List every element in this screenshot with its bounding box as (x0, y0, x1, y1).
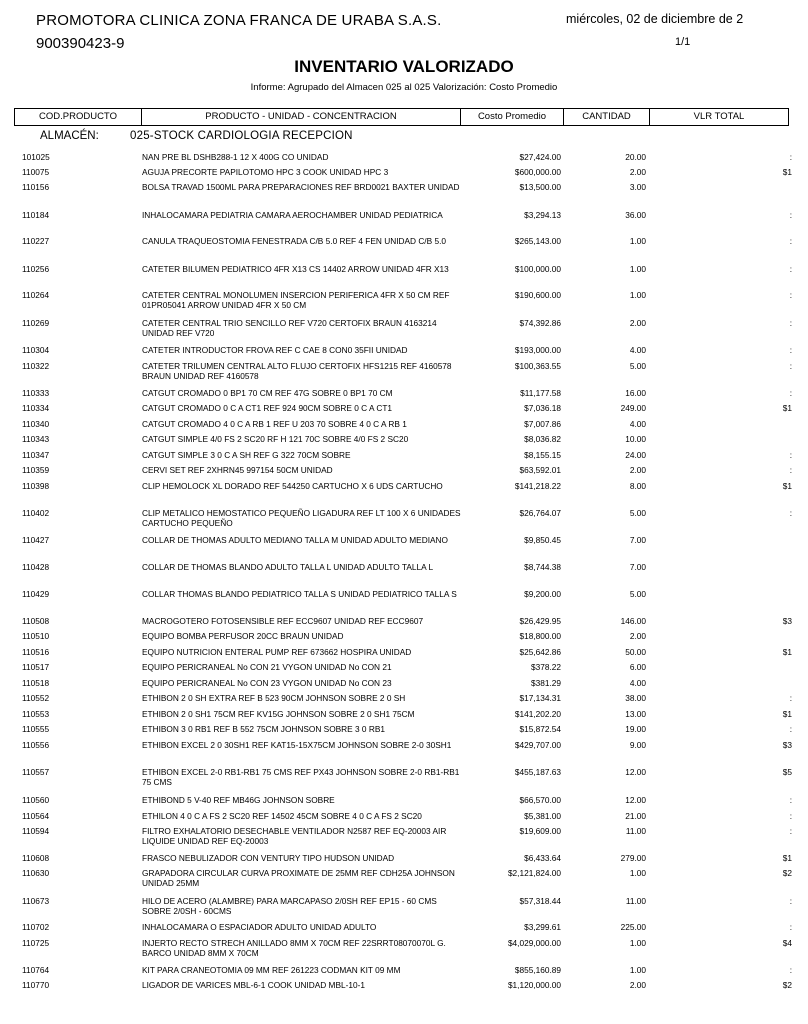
product-description: CATGUT SIMPLE 3 0 C A SH REF G 322 70CM SOBRE (142, 450, 351, 460)
average-cost: $13,500.00 (519, 182, 561, 192)
total-value: : (789, 826, 792, 836)
quantity: 249.00 (620, 403, 646, 413)
product-code: 110075 (22, 167, 50, 177)
product-code: 110340 (22, 419, 50, 429)
quantity: 8.00 (629, 481, 646, 491)
total-value: $2 (782, 980, 792, 990)
column-header-total: VLR TOTAL (649, 108, 789, 126)
product-description: INHALOCAMARA O ESPACIADOR ADULTO UNIDAD ADULTO (142, 922, 377, 932)
product-description: INHALOCAMARA PEDIATRIA CAMARA AEROCHAMBER UNIDAD PEDIATRICA (142, 210, 443, 220)
quantity: 1.00 (629, 965, 646, 975)
product-code: 110343 (22, 434, 50, 444)
quantity: 13.00 (625, 709, 646, 719)
product-description: EQUIPO PERICRANEAL No CON 23 VYGON UNIDAD No CON 23 (142, 678, 392, 688)
quantity: 1.00 (629, 290, 646, 300)
average-cost: $1,120,000.00 (507, 980, 561, 990)
average-cost: $455,187.63 (514, 767, 561, 777)
average-cost: $429,707.00 (514, 740, 561, 750)
quantity: 2.00 (629, 980, 646, 990)
product-code: 110429 (22, 589, 50, 599)
average-cost: $190,600.00 (514, 290, 561, 300)
product-code: 110184 (22, 210, 50, 220)
total-value: : (789, 896, 792, 906)
quantity: 2.00 (629, 167, 646, 177)
average-cost: $15,872.54 (519, 724, 561, 734)
product-code: 110264 (22, 290, 50, 300)
total-value: $4 (782, 938, 792, 948)
quantity: 16.00 (625, 388, 646, 398)
average-cost: $74,392.86 (519, 318, 561, 328)
total-value: : (789, 318, 792, 328)
quantity: 9.00 (629, 740, 646, 750)
product-description: CATGUT CROMADO 0 BP1 70 CM REF 47G SOBRE 0 BP1 70 CM (142, 388, 393, 398)
quantity: 38.00 (625, 693, 646, 703)
company-nit: 900390423-9 (36, 35, 125, 52)
average-cost: $100,000.00 (514, 264, 561, 274)
total-value: : (789, 152, 792, 162)
product-description: ETHIBON 3 0 RB1 REF B 552 75CM JOHNSON SOBRE 3 0 RB1 (142, 724, 385, 734)
product-code: 110269 (22, 318, 50, 328)
total-value: : (789, 795, 792, 805)
page-number: 1/1 (675, 36, 691, 48)
product-code: 110256 (22, 264, 50, 274)
product-description: EQUIPO NUTRICION ENTERAL PUMP REF 673662 HOSPIRA UNIDAD (142, 647, 412, 657)
column-header-quantity: CANTIDAD (563, 108, 650, 126)
quantity: 3.00 (629, 182, 646, 192)
almacen-label: ALMACÉN: (40, 130, 99, 142)
product-description: GRAPADORA CIRCULAR CURVA PROXIMATE DE 25MM REF CDH25A JOHNSON UNIDAD 25MM (142, 868, 455, 888)
product-description: CATGUT SIMPLE 4/0 FS 2 SC20 RF H 121 70C SOBRE 4/0 FS 2 SC20 (142, 434, 409, 444)
product-description: MACROGOTERO FOTOSENSIBLE REF ECC9607 UNIDAD REF ECC9607 (142, 616, 424, 626)
average-cost: $17,134.31 (519, 693, 561, 703)
average-cost: $193,000.00 (514, 345, 561, 355)
product-description: LIGADOR DE VARICES MBL-6-1 COOK UNIDAD MBL-10-1 (142, 980, 365, 990)
product-description: CATETER TRILUMEN CENTRAL ALTO FLUJO CERTOFIX HFS1215 REF 4160578 BRAUN UNIDAD REF 4160578 (142, 361, 452, 381)
total-value: $1 (782, 647, 792, 657)
product-code: 110516 (22, 647, 50, 657)
product-code: 110725 (22, 938, 50, 948)
total-value: : (789, 965, 792, 975)
average-cost: $26,429.95 (519, 616, 561, 626)
average-cost: $3,299.61 (524, 922, 561, 932)
product-code: 110359 (22, 465, 50, 475)
quantity: 5.00 (629, 589, 646, 599)
product-description: CANULA TRAQUEOSTOMIA FENESTRADA C/B 5.0 REF 4 FEN UNIDAD C/B 5.0 (142, 236, 446, 246)
total-value: : (789, 290, 792, 300)
product-code: 110557 (22, 767, 50, 777)
average-cost: $100,363.55 (514, 361, 561, 371)
product-code: 110764 (22, 965, 50, 975)
average-cost: $4,029,000.00 (507, 938, 561, 948)
column-header-cost: Costo Promedio (460, 108, 564, 126)
average-cost: $7,036.18 (524, 403, 561, 413)
average-cost: $8,155.15 (524, 450, 561, 460)
product-description: KIT PARA CRANEOTOMIA 09 MM REF 261223 CODMAN KIT 09 MM (142, 965, 401, 975)
product-description: INJERTO RECTO STRECH ANILLADO 8MM X 70CM REF 22SRRT08070070L G. BARCO UNIDAD 8MM X 70CM (142, 938, 446, 958)
product-code: 110560 (22, 795, 50, 805)
total-value: : (789, 210, 792, 220)
report-title: INVENTARIO VALORIZADO (294, 57, 514, 76)
quantity: 50.00 (625, 647, 646, 657)
quantity: 4.00 (629, 678, 646, 688)
quantity: 1.00 (629, 236, 646, 246)
product-description: COLLAR DE THOMAS ADULTO MEDIANO TALLA M UNIDAD ADULTO MEDIANO (142, 535, 448, 545)
product-code: 110702 (22, 922, 50, 932)
product-description: EQUIPO PERICRANEAL No CON 21 VYGON UNIDAD No CON 21 (142, 662, 392, 672)
product-description: CATETER CENTRAL TRIO SENCILLO REF V720 CERTOFIX BRAUN 4163214 UNIDAD REF V720 (142, 318, 437, 338)
average-cost: $600,000.00 (514, 167, 561, 177)
quantity: 20.00 (625, 152, 646, 162)
quantity: 12.00 (625, 795, 646, 805)
quantity: 2.00 (629, 631, 646, 641)
product-description: CATGUT CROMADO 4 0 C A RB 1 REF U 203 70 SOBRE 4 0 C A RB 1 (142, 419, 407, 429)
average-cost: $63,592.01 (519, 465, 561, 475)
quantity: 10.00 (625, 434, 646, 444)
total-value: : (789, 450, 792, 460)
total-value: : (789, 922, 792, 932)
product-description: NAN PRE BL DSHB288-1 12 X 400G CO UNIDAD (142, 152, 329, 162)
quantity: 6.00 (629, 662, 646, 672)
product-description: CLIP METALICO HEMOSTATICO PEQUEÑO LIGADURA REF LT 100 X 6 UNIDADES CARTUCHO PEQUEÑO (142, 508, 461, 528)
product-code: 110518 (22, 678, 50, 688)
product-description: HILO DE ACERO (ALAMBRE) PARA MARCAPASO 2/0SH REF EP15 - 60 CMS SOBRE 2/0SH - 60CMS (142, 896, 437, 916)
product-code: 110608 (22, 853, 50, 863)
product-code: 110156 (22, 182, 50, 192)
product-description: AGUJA PRECORTE PAPILOTOMO HPC 3 COOK UNIDAD HPC 3 (142, 167, 389, 177)
product-description: ETHIBON EXCEL 2-0 RB1-RB1 75 CMS REF PX43 JOHNSON SOBRE 2-0 RB1-RB1 75 CMS (142, 767, 460, 787)
average-cost: $381.29 (531, 678, 561, 688)
average-cost: $855,160.89 (514, 965, 561, 975)
product-code: 110553 (22, 709, 50, 719)
total-value: : (789, 264, 792, 274)
product-code: 110673 (22, 896, 50, 906)
product-code: 110564 (22, 811, 50, 821)
average-cost: $9,850.45 (524, 535, 561, 545)
total-value: : (789, 724, 792, 734)
quantity: 7.00 (629, 535, 646, 545)
product-code: 110227 (22, 236, 50, 246)
product-description: ETHIBON 2 0 SH1 75CM REF KV15G JOHNSON SOBRE 2 0 SH1 75CM (142, 709, 415, 719)
product-description: FILTRO EXHALATORIO DESECHABLE VENTILADOR N2587 REF EQ-20003 AIR LIQUIDE UNIDAD REF EQ-20003 (142, 826, 447, 846)
product-code: 110304 (22, 345, 50, 355)
total-value: $2 (782, 868, 792, 878)
quantity: 225.00 (620, 922, 646, 932)
product-description: CATETER INTRODUCTOR FROVA REF C CAE 8 CON0 35FII UNIDAD (142, 345, 408, 355)
quantity: 5.00 (629, 508, 646, 518)
average-cost: $7,007.86 (524, 419, 561, 429)
average-cost: $378.22 (531, 662, 561, 672)
quantity: 36.00 (625, 210, 646, 220)
total-value: $1 (782, 403, 792, 413)
total-value: : (789, 465, 792, 475)
total-value: $1 (782, 481, 792, 491)
total-value: $3 (782, 616, 792, 626)
total-value: : (789, 811, 792, 821)
product-description: COLLAR THOMAS BLANDO PEDIATRICO TALLA S UNIDAD PEDIATRICO TALLA S (142, 589, 457, 599)
total-value: : (789, 693, 792, 703)
product-code: 110594 (22, 826, 50, 836)
average-cost: $141,202.20 (514, 709, 561, 719)
average-cost: $9,200.00 (524, 589, 561, 599)
total-value: : (789, 345, 792, 355)
quantity: 279.00 (620, 853, 646, 863)
total-value: $1 (782, 853, 792, 863)
product-description: EQUIPO BOMBA PERFUSOR 20CC BRAUN UNIDAD (142, 631, 344, 641)
total-value: $3 (782, 740, 792, 750)
quantity: 1.00 (629, 868, 646, 878)
report-subtitle: Informe: Agrupado del Almacen 025 al 025 Valorización: Costo Promedio (250, 82, 558, 93)
total-value: : (789, 361, 792, 371)
product-description: ETHIBON EXCEL 2 0 30SH1 REF KAT15-15X75CM JOHNSON SOBRE 2-0 30SH1 (142, 740, 452, 750)
total-value: $5 (782, 767, 792, 777)
average-cost: $27,424.00 (519, 152, 561, 162)
product-code: 101025 (22, 152, 50, 162)
average-cost: $11,177.58 (520, 388, 561, 398)
product-description: ETHIBON 2 0 SH EXTRA REF B 523 90CM JOHNSON SOBRE 2 0 SH (142, 693, 406, 703)
quantity: 11.00 (625, 826, 646, 836)
quantity: 12.00 (625, 767, 646, 777)
average-cost: $19,609.00 (519, 826, 561, 836)
average-cost: $18,800.00 (519, 631, 561, 641)
average-cost: $6,433.64 (524, 853, 561, 863)
total-value: : (789, 508, 792, 518)
product-code: 110402 (22, 508, 50, 518)
average-cost: $57,318.44 (519, 896, 561, 906)
company-name: PROMOTORA CLINICA ZONA FRANCA DE URABA S.A.S. (36, 12, 442, 29)
product-description: CERVI SET REF 2XHRN45 997154 50CM UNIDAD (142, 465, 333, 475)
total-value: $1 (782, 167, 792, 177)
product-code: 110508 (22, 616, 50, 626)
product-code: 110427 (22, 535, 50, 545)
quantity: 2.00 (629, 465, 646, 475)
product-description: CATETER BILUMEN PEDIATRICO 4FR X13 CS 14402 ARROW UNIDAD 4FR X13 (142, 264, 449, 274)
product-code: 110552 (22, 693, 50, 703)
quantity: 1.00 (629, 264, 646, 274)
product-description: ETHILON 4 0 C A FS 2 SC20 REF 14502 45CM SOBRE 4 0 C A FS 2 SC20 (142, 811, 422, 821)
report-date: miércoles, 02 de diciembre de 2 (566, 12, 744, 26)
average-cost: $26,764.07 (519, 508, 561, 518)
almacen-name: 025-STOCK CARDIOLOGIA RECEPCION (130, 130, 353, 142)
average-cost: $8,744.38 (524, 562, 561, 572)
average-cost: $66,570.00 (519, 795, 561, 805)
average-cost: $141,218.22 (514, 481, 561, 491)
product-description: COLLAR DE THOMAS BLANDO ADULTO TALLA L UNIDAD ADULTO TALLA L (142, 562, 434, 572)
product-code: 110322 (22, 361, 50, 371)
quantity: 19.00 (625, 724, 646, 734)
product-code: 110517 (22, 662, 50, 672)
quantity: 24.00 (625, 450, 646, 460)
column-header-code: COD.PRODUCTO (14, 108, 142, 126)
quantity: 7.00 (629, 562, 646, 572)
product-description: BOLSA TRAVAD 1500ML PARA PREPARACIONES REF BRD0021 BAXTER UNIDAD (142, 182, 460, 192)
product-description: FRASCO NEBULIZADOR CON VENTURY TIPO HUDSON UNIDAD (142, 853, 395, 863)
quantity: 21.00 (625, 811, 646, 821)
average-cost: $8,036.82 (524, 434, 561, 444)
average-cost: $2,121,824.00 (507, 868, 561, 878)
product-description: CLIP HEMOLOCK XL DORADO REF 544250 CARTUCHO X 6 UDS CARTUCHO (142, 481, 443, 491)
average-cost: $25,642.86 (519, 647, 561, 657)
product-code: 110398 (22, 481, 50, 491)
quantity: 5.00 (629, 361, 646, 371)
quantity: 2.00 (629, 318, 646, 328)
quantity: 1.00 (629, 938, 646, 948)
column-header-product: PRODUCTO - UNIDAD - CONCENTRACION (141, 108, 461, 126)
quantity: 146.00 (620, 616, 646, 626)
product-description: CATGUT CROMADO 0 C A CT1 REF 924 90CM SOBRE 0 C A CT1 (142, 403, 393, 413)
total-value: : (789, 388, 792, 398)
total-value: $1 (782, 709, 792, 719)
quantity: 4.00 (629, 419, 646, 429)
product-code: 110555 (22, 724, 50, 734)
average-cost: $5,381.00 (524, 811, 561, 821)
product-code: 110333 (22, 388, 50, 398)
product-code: 110334 (22, 403, 50, 413)
quantity: 4.00 (629, 345, 646, 355)
product-code: 110428 (22, 562, 50, 572)
product-code: 110510 (22, 631, 50, 641)
total-value: : (789, 236, 792, 246)
quantity: 11.00 (625, 896, 646, 906)
product-code: 110630 (22, 868, 50, 878)
average-cost: $3,294.13 (524, 210, 561, 220)
average-cost: $265,143.00 (514, 236, 561, 246)
product-code: 110556 (22, 740, 50, 750)
product-code: 110770 (22, 980, 50, 990)
product-description: ETHIBOND 5 V-40 REF MB46G JOHNSON SOBRE (142, 795, 335, 805)
product-code: 110347 (22, 450, 50, 460)
product-description: CATETER CENTRAL MONOLUMEN INSERCION PERIFERICA 4FR X 50 CM REF 01PR05041 ARROW UNIDAD 4FR X 50 CM (142, 290, 450, 310)
